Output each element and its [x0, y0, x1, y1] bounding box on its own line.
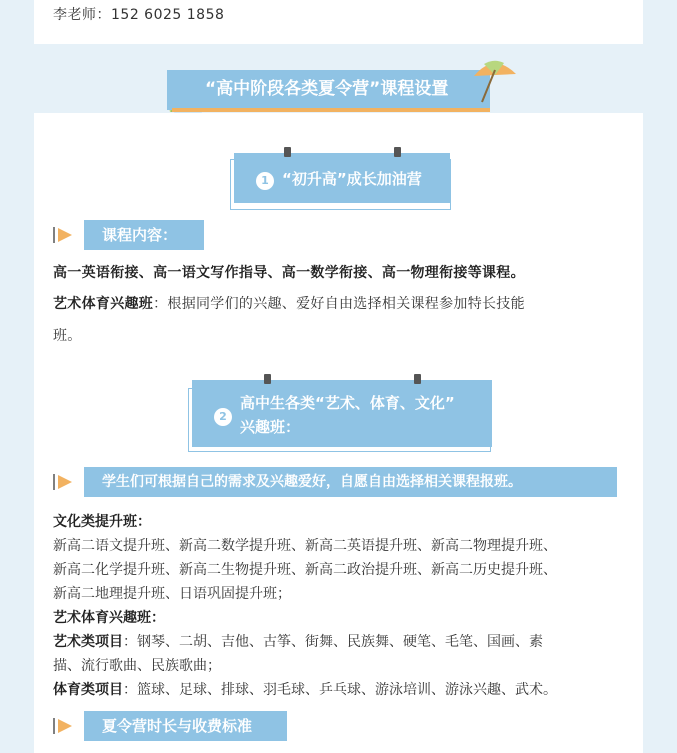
- arts-sports-heading: 艺术体育兴趣班：: [53, 610, 165, 626]
- section2-title-line1: 高中生各类“艺术、体育、文化”: [240, 394, 455, 412]
- section2-title-line2: 兴趣班：: [240, 418, 301, 436]
- course-line: 高一英语衔接、高一语文写作指导、高一数学衔接、高一物理衔接等课程。: [53, 265, 525, 281]
- culture-line: 新高二地理提升班、日语巩固提升班；: [53, 586, 291, 602]
- arrow-marker-icon: [52, 472, 76, 492]
- clip-icon: [264, 374, 271, 384]
- umbrella-icon: [470, 52, 520, 104]
- banner-title: “高中阶段各类夏令营”课程设置: [205, 79, 449, 99]
- culture-line: 新高二语文提升班、新高二数学提升班、新高二英语提升班、新高二物理提升班、: [53, 538, 557, 554]
- notice-banner: 学生们可根据自己的需求及兴趣爱好，自愿自由选择相关课程报班。: [84, 467, 617, 497]
- clip-icon: [414, 374, 421, 384]
- arts-line: 艺术体育兴趣班：根据同学们的兴趣、爱好自由选择相关课程参加特长技能: [53, 296, 525, 312]
- art-items-line-continued: 描、流行歌曲、民族歌曲；: [53, 658, 221, 674]
- art-items-line: 艺术类项目：钢琴、二胡、吉他、古筝、街舞、民族舞、硬笔、毛笔、国画、素: [53, 634, 543, 650]
- arrow-marker-icon: [52, 225, 76, 245]
- section1-title: “初升高”成长加油营: [282, 170, 422, 188]
- contact-text: 李老师：152 6025 1858: [53, 7, 225, 23]
- section2-number: 2: [214, 408, 232, 426]
- culture-heading: 文化类提升班：: [53, 514, 151, 530]
- clip-icon: [284, 147, 291, 157]
- arts-line-continued: 班。: [53, 328, 82, 344]
- section1-number: 1: [256, 172, 274, 190]
- culture-line: 新高二化学提升班、新高二生物提升班、新高二政治提升班、新高二历史提升班、: [53, 562, 557, 578]
- clip-icon: [394, 147, 401, 157]
- arrow-marker-icon: [52, 716, 76, 736]
- duration-heading: 夏令营时长与收费标准: [84, 711, 287, 741]
- course-content-heading: 课程内容：: [84, 220, 204, 250]
- sport-items-line: 体育类项目：篮球、足球、排球、羽毛球、乒乓球、游泳培训、游泳兴趣、武术。: [53, 682, 557, 698]
